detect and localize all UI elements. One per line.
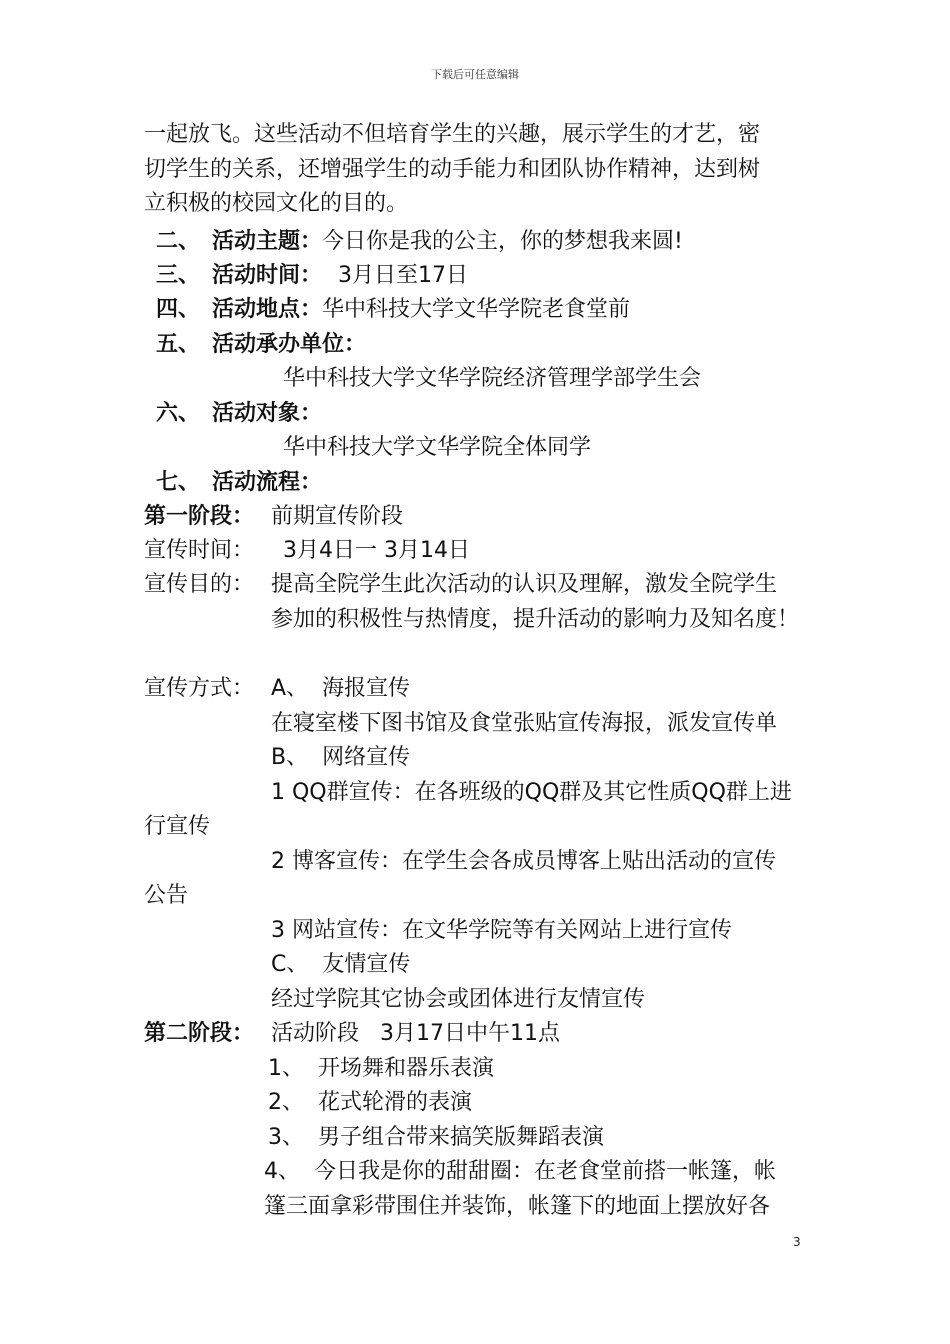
section-3-value: 3月日至17日 bbox=[338, 263, 468, 288]
section-2-label: 活动主题： bbox=[212, 229, 323, 254]
section-5-number: 五、 bbox=[156, 332, 201, 357]
stage-2-item-4-line-2: 篷三面拿彩带围住并装饰，帐篷下的地面上摆放好各 bbox=[264, 1194, 771, 1219]
publicity-time-label: 宣传时间： bbox=[144, 538, 255, 563]
section-2-value: 今日你是我的公主，你的梦想我来圆! bbox=[322, 229, 683, 254]
method-b-title: B、 网络宣传 bbox=[271, 745, 411, 770]
stage-2-title: 活动阶段 3月17日中午11点 bbox=[271, 1021, 560, 1046]
intro-line-2: 切学生的关系，还增强学生的动手能力和团队协作精神，达到树 bbox=[144, 157, 761, 182]
page-number: 3 bbox=[793, 1235, 801, 1249]
method-b2-line-2: 公告 bbox=[144, 883, 189, 908]
page-header: 下载后可任意编辑 bbox=[431, 68, 519, 81]
method-b2-line-1: 2 博客宣传：在学生会各成员博客上贴出活动的宣传 bbox=[271, 849, 776, 874]
publicity-goal-line-2: 参加的积极性与热情度，提升活动的影响力及知名度！ bbox=[271, 607, 800, 632]
section-3-number: 三、 bbox=[156, 263, 201, 288]
section-6-number: 六、 bbox=[156, 401, 201, 426]
method-c-desc: 经过学院其它协会或团体进行友情宣传 bbox=[271, 987, 646, 1012]
section-4-number: 四、 bbox=[156, 297, 201, 322]
method-b1-line-1: 1 QQ群宣传：在各班级的QQ群及其它性质QQ群上进 bbox=[271, 780, 792, 805]
publicity-goal-line-1: 提高全院学生此次活动的认识及理解，激发全院学生 bbox=[271, 572, 778, 597]
section-7-label: 活动流程： bbox=[212, 470, 323, 495]
intro-line-3: 立积极的校园文化的目的。 bbox=[144, 191, 409, 216]
stage-2-item-1: 1、 开场舞和器乐表演 bbox=[268, 1056, 494, 1081]
section-3-label: 活动时间： bbox=[212, 263, 323, 288]
stage-2-label: 第二阶段： bbox=[144, 1021, 255, 1046]
section-4-label: 活动地点： bbox=[212, 297, 323, 322]
publicity-time-value: 3月4日一 3月14日 bbox=[283, 538, 470, 563]
section-2-number: 二、 bbox=[156, 229, 201, 254]
section-5-label: 活动承办单位： bbox=[212, 332, 367, 357]
method-a-desc: 在寝室楼下图书馆及食堂张贴宣传海报，派发宣传单 bbox=[271, 711, 778, 736]
section-6-value: 华中科技大学文华学院全体同学 bbox=[283, 435, 592, 460]
stage-1-label: 第一阶段： bbox=[144, 504, 255, 529]
intro-line-1: 一起放飞。这些活动不但培育学生的兴趣，展示学生的才艺，密 bbox=[144, 122, 761, 147]
publicity-method-label: 宣传方式： bbox=[144, 676, 255, 701]
stage-2-item-2: 2、 花式轮滑的表演 bbox=[268, 1090, 472, 1115]
stage-1-title: 前期宣传阶段 bbox=[271, 504, 404, 529]
method-a-title: A、 海报宣传 bbox=[271, 676, 411, 701]
stage-2-item-4-line-1: 4、 今日我是你的甜甜圈：在老食堂前搭一帐篷，帐 bbox=[264, 1159, 776, 1184]
method-b3: 3 网站宣传：在文华学院等有关网站上进行宣传 bbox=[271, 918, 732, 943]
section-7-number: 七、 bbox=[156, 470, 201, 495]
method-c-title: C、 友情宣传 bbox=[271, 952, 411, 977]
section-5-value: 华中科技大学文华学院经济管理学部学生会 bbox=[283, 366, 702, 391]
method-b1-line-2: 行宣传 bbox=[144, 814, 211, 839]
section-4-value: 华中科技大学文华学院老食堂前 bbox=[322, 297, 631, 322]
stage-2-item-3: 3、 男子组合带来搞笑版舞蹈表演 bbox=[268, 1125, 604, 1150]
publicity-goal-label: 宣传目的： bbox=[144, 572, 255, 597]
section-6-label: 活动对象： bbox=[212, 401, 323, 426]
